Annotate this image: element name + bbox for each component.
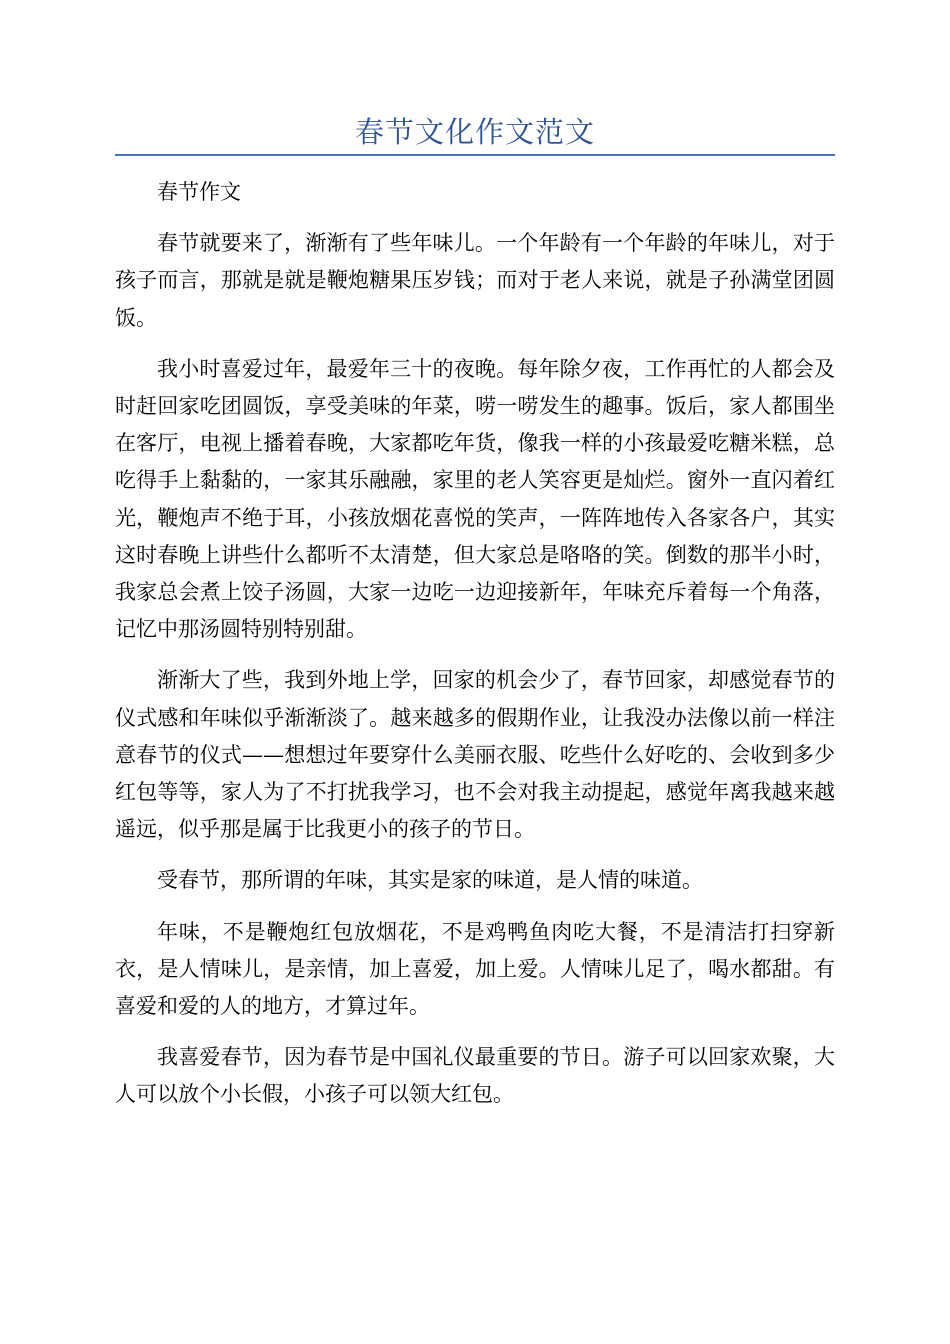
document-body [115, 174, 835, 1128]
paragraph: 春节就要来了，渐渐有了些年味儿。一个年龄有一个年龄的年味儿，对于孩子而言，那就是就是鞭炮糖果压岁钱；而对于老人来说，就是子孙满堂团圆饭。 [115, 231, 835, 330]
paragraph: 我喜爱春节，因为春节是中国礼仪最重要的节日。游子可以回家欢聚，大人可以放个小长假，小孩子可以领大红包。 [115, 1045, 835, 1107]
paragraph: 受春节，那所谓的年味，其实是家的味道，是人情的味道。 [157, 868, 703, 893]
document-title: 春节文化作文范文 [354, 115, 595, 149]
paragraph: 我小时喜爱过年，最爱年三十的夜晚。每年除夕夜，工作再忙的人都会及时赶回家吃团圆饭，享受美味的年菜，唠一唠发生的趣事。饭后，家人都围坐在客厅，电视上播着春晚，大家都吃年货，像我一样的小孩最爱吃糖米糕，总吃得手上黏黏的，一家其乐融融，家里的老人笑容更是灿烂。窗外一直闪着红光，鞭炮声不绝于耳，小孩放烟花喜悦的笑声，一阵阵地传入各家各户，其实这时春晚上讲些什么都听不太清楚，但大家总是咯咯的笑。倒数的那半小时，我家总会煮上饺子汤圆，大家一边吃一边迎接新年，年味充斥着每一个角落，记忆中那汤圆特别特别甜。 [115, 356, 835, 642]
paragraph: 年味，不是鞭炮红包放烟花，不是鸡鸭鱼肉吃大餐，不是清洁打扫穿新衣，是人情味儿，是亲情，加上喜爱，加上爱。人情味儿足了，喝水都甜。有喜爱和爱的人的地方，才算过年。 [115, 919, 835, 1019]
title-underline [115, 154, 835, 156]
essay-subtitle: 春节作文 [157, 180, 241, 204]
paragraph: 渐渐大了些，我到外地上学，回家的机会少了，春节回家，却感觉春节的仪式感和年味似乎渐渐淡了。越来越多的假期作业，让我没办法像以前一样注意春节的仪式——想想过年要穿什么美丽衣服、吃些什么好吃的、会收到多少红包等等，家人为了不打扰我学习，也不会对我主动提起，感觉年离我越来越遥远，似乎那是属于比我更小的孩子的节日。 [115, 668, 835, 842]
